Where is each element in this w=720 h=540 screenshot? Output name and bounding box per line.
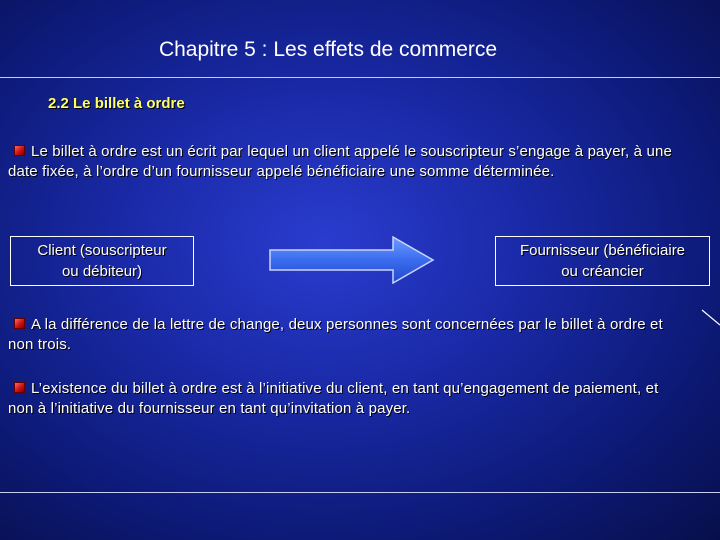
bullet-icon: [14, 145, 25, 156]
paragraph-initiative: [8, 379, 688, 419]
client-box-line1: Client (souscripteur: [37, 242, 167, 259]
paragraph-definition: [8, 142, 688, 182]
paragraph-difference: [8, 315, 688, 355]
right-arrow-icon: [269, 236, 435, 284]
paragraph-difference-text: A la différence de la lettre de change, deux personnes sont concernées par le billet à ordre et non trois.: [8, 316, 663, 353]
client-box: [10, 236, 194, 286]
fournisseur-box-line2: ou créancier: [561, 263, 644, 280]
fournisseur-box-line1: Fournisseur (bénéficiaire: [519, 242, 686, 259]
decorative-line: [700, 308, 720, 326]
bullet-icon: [14, 382, 25, 393]
fournisseur-box: [495, 236, 710, 286]
top-divider: [0, 77, 720, 78]
slide-title: Chapitre 5 : Les effets de commerce: [158, 38, 498, 61]
paragraph-initiative-text: L’existence du billet à ordre est à l’initiative du client, en tant qu’engagement de paiement, et non à l’initiative du fournisseur en tant qu’invitation à payer.: [8, 380, 659, 417]
bottom-divider: [0, 492, 720, 493]
client-box-line2: ou débiteur): [61, 263, 143, 280]
paragraph-definition-text: Le billet à ordre est un écrit par lequel un client appelé le souscripteur s’engage à payer, à une date fixée, à l’ordre d’un fournisseur appelé bénéficiaire une somme déterminée.: [8, 143, 672, 180]
section-subtitle: 2.2 Le billet à ordre: [48, 95, 185, 112]
bullet-icon: [14, 318, 25, 329]
